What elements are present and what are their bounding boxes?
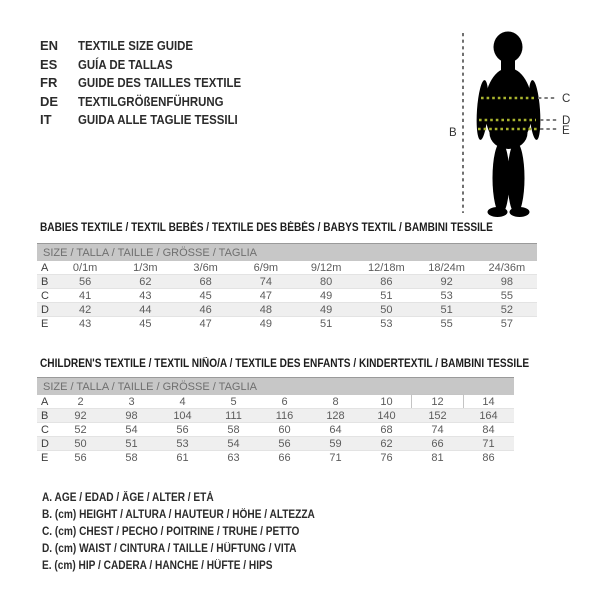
measurement-legend: [42, 490, 352, 575]
size-cell: 68: [380, 423, 393, 436]
language-row: [40, 37, 263, 56]
language-list: [40, 37, 263, 130]
size-cell: 55: [440, 317, 453, 330]
language-label: GUIDE DES TAILLES TEXTILE: [78, 75, 242, 91]
legend-line: A. AGE / EDAD / ÂGE / ALTER / ETÀ: [42, 492, 214, 504]
size-cell: 56: [79, 275, 92, 288]
size-cell: 56: [278, 437, 291, 450]
size-cell: 49: [320, 289, 333, 302]
size-cell: 164: [479, 409, 498, 422]
size-cell: 43: [79, 317, 92, 330]
size-cell: 74: [259, 275, 272, 288]
size-cell: 0/1m: [72, 261, 98, 274]
table-row: [37, 317, 537, 331]
size-cell: 6: [281, 395, 288, 408]
row-label: E: [41, 451, 49, 464]
size-cell: 3/6m: [193, 261, 218, 274]
language-label: GUIDA ALLE TAGLIE TESSILI: [78, 112, 238, 128]
size-cell: 60: [278, 423, 291, 436]
size-cell: 47: [259, 289, 272, 302]
size-cell: 76: [380, 451, 393, 464]
size-cell: 49: [259, 317, 272, 330]
size-cell: 53: [380, 317, 393, 330]
size-cell: 58: [227, 423, 240, 436]
size-cell: 64: [329, 423, 342, 436]
size-cell: 52: [500, 303, 513, 316]
size-cell: 6/9m: [253, 261, 279, 274]
size-cell: 41: [79, 289, 92, 302]
size-cell: 12: [412, 395, 463, 409]
size-cell: 81: [431, 451, 444, 464]
size-cell: 53: [176, 437, 189, 450]
size-cell: 8: [332, 395, 339, 408]
table-row: [37, 437, 514, 451]
size-cell: 92: [74, 409, 87, 422]
table-row: [37, 395, 514, 409]
table-row: [37, 289, 537, 303]
size-cell: 92: [440, 275, 453, 288]
child-silhouette-icon: [475, 32, 542, 218]
size-cell: 3: [128, 395, 135, 408]
hip-label: E: [562, 125, 570, 137]
legend-line: B. (cm) HEIGHT / ALTURA / HAUTEUR / HÖHE / ALTEZZA: [42, 509, 315, 521]
size-cell: 111: [225, 409, 242, 422]
size-cell: 104: [173, 409, 192, 422]
size-cell: 54: [125, 423, 138, 436]
language-code: FR: [40, 75, 58, 91]
size-cell: 62: [139, 275, 152, 288]
size-cell: 98: [125, 409, 138, 422]
size-cell: 116: [275, 409, 294, 422]
language-row: [40, 56, 263, 75]
size-cell: 59: [329, 437, 342, 450]
size-cell: 86: [380, 275, 393, 288]
row-label: A: [41, 261, 49, 274]
size-cell: 86: [482, 451, 495, 464]
size-cell: 53: [440, 289, 453, 302]
size-cell: 55: [500, 289, 513, 302]
row-label: C: [41, 289, 49, 302]
size-cell: 24/36m: [488, 261, 526, 274]
row-label: A: [41, 395, 49, 408]
size-cell: 45: [139, 317, 152, 330]
table-row: [37, 275, 537, 289]
size-cell: 140: [377, 409, 396, 422]
size-cell: 49: [320, 303, 333, 316]
row-label: C: [41, 423, 49, 436]
language-row: [40, 93, 263, 112]
size-cell: 71: [329, 451, 342, 464]
size-cell: 50: [74, 437, 87, 450]
children-section-title: CHILDREN'S TEXTILE / TEXTIL NIÑO/A / TEXTILE DES ENFANTS / KINDERTEXTIL / BAMBINI TESSILE: [40, 358, 530, 370]
size-header: SIZE / TALLA / TAILLE / GRÖSSE / TAGLIA: [37, 244, 537, 262]
size-cell: 44: [139, 303, 152, 316]
size-cell: 74: [431, 423, 444, 436]
size-cell: 56: [176, 423, 189, 436]
size-cell: 51: [380, 289, 393, 302]
size-cell: 43: [139, 289, 152, 302]
size-cell: 61: [176, 451, 189, 464]
height-label: B: [449, 127, 457, 139]
table-row: [37, 423, 514, 437]
size-cell: 48: [259, 303, 272, 316]
child-measurement-figure: [445, 20, 575, 225]
size-cell: 56: [74, 451, 87, 464]
language-code: EN: [40, 38, 59, 53]
row-label: D: [41, 437, 49, 450]
size-cell: 1/3m: [133, 261, 158, 274]
size-cell: 18/24m: [428, 261, 465, 274]
table-row: [37, 261, 537, 275]
size-cell: 9/12m: [310, 261, 342, 274]
size-cell: 12/18m: [368, 261, 405, 274]
size-cell: 54: [227, 437, 240, 450]
row-label: E: [41, 317, 49, 330]
size-cell: 128: [326, 409, 345, 422]
children-size-table: [37, 377, 514, 464]
language-label: TEXTILE SIZE GUIDE: [78, 38, 194, 53]
row-label: B: [41, 275, 49, 288]
legend-line: E. (cm) HIP / CADERA / HANCHE / HÜFTE / HIPS: [42, 560, 273, 572]
size-cell: 84: [482, 423, 495, 436]
size-cell: 4: [179, 395, 186, 408]
babies-table-body: [37, 261, 537, 330]
size-cell: 47: [199, 317, 212, 330]
size-cell: 71: [482, 437, 495, 450]
size-cell: 63: [227, 451, 240, 464]
language-label: GUÍA DE TALLAS: [78, 56, 173, 72]
size-header-row: [37, 378, 514, 396]
size-cell: 98: [500, 275, 513, 288]
size-cell: 42: [79, 303, 92, 316]
size-cell: 50: [380, 303, 393, 316]
table-row: [37, 303, 537, 317]
size-cell: 51: [320, 317, 333, 330]
size-cell: 2: [77, 395, 84, 408]
language-row: [40, 74, 263, 93]
size-cell: 57: [500, 317, 513, 330]
size-cell: 51: [125, 437, 138, 450]
size-cell: 68: [199, 275, 212, 288]
size-cell: 51: [440, 303, 453, 316]
legend-line: C. (cm) CHEST / PECHO / POITRINE / TRUHE / PETTO: [42, 526, 300, 538]
size-cell: 10: [380, 395, 393, 408]
size-cell: 62: [380, 437, 393, 450]
size-cell: 5: [230, 395, 237, 408]
row-label: B: [41, 409, 49, 422]
babies-section-title: BABIES TEXTILE / TEXTIL BEBÉS / TEXTILE DES BÉBÉS / BABYS TEXTIL / BAMBINI TESSILE: [40, 222, 493, 234]
row-label: D: [41, 303, 49, 316]
size-cell: 66: [431, 437, 444, 450]
size-cell: 52: [74, 423, 87, 436]
size-header: SIZE / TALLA / TAILLE / GRÖSSE / TAGLIA: [37, 378, 514, 396]
language-code: DE: [40, 93, 59, 109]
size-cell: 80: [320, 275, 333, 288]
size-cell: 46: [199, 303, 212, 316]
size-cell: 45: [199, 289, 212, 302]
babies-size-table: [37, 243, 537, 330]
size-cell: 152: [428, 409, 447, 422]
language-code: ES: [40, 56, 58, 72]
waist-label: D: [562, 115, 571, 127]
size-cell: 14: [482, 395, 495, 408]
chest-label: C: [562, 93, 571, 105]
table-row: [37, 409, 514, 423]
language-row: [40, 111, 263, 130]
legend-line: D. (cm) WAIST / CINTURA / TAILLE / HÜFTUNG / VITA: [42, 543, 297, 555]
size-cell: 58: [125, 451, 138, 464]
size-header-row: [37, 244, 537, 262]
children-table-body: [37, 395, 514, 464]
language-label: TEXTILGRÖßENFÜHRUNG: [78, 93, 224, 109]
table-row: [37, 451, 514, 465]
language-code: IT: [40, 112, 52, 128]
size-cell: 66: [278, 451, 291, 464]
